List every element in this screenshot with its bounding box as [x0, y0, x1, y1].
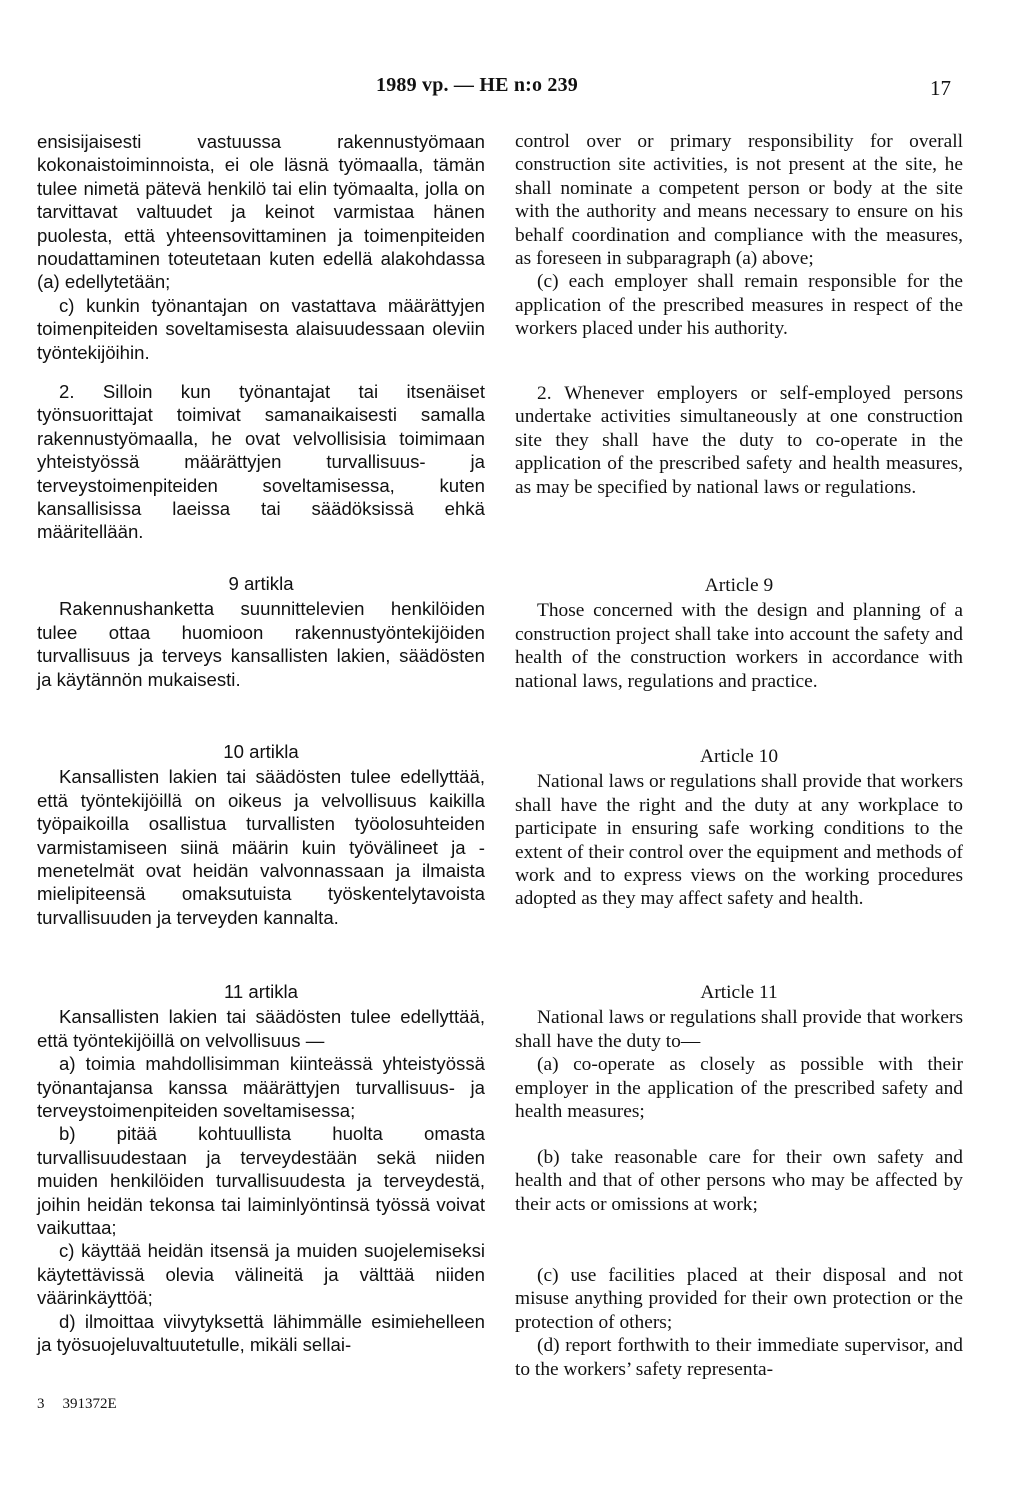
- fi-art11-d: d) ilmoittaa viivytyksettä lähimmälle esimiehelleen ja työsuojeluvaltuutetulle, mikäli sellai-: [37, 1310, 485, 1356]
- en-intro: control over or primary responsibility for overall construction site activities, is not present at the site, he shall nominate a competent person or body at the site with the authority and means necessary to ensure on his behalf coordination and compliance with the measures, as foreseen in subparagraph (a) above;: [515, 131, 963, 270]
- fi-art11-b: b) pitää kohtuullista huolta omasta turvallisuudestaan ja terveydestään sekä niiden muiden henkilöiden turvallisuudesta ja terveydestä, joihin heidän tekonsa tai laiminlyöntinsä työssä voivat vaikuttaa;: [37, 1123, 485, 1239]
- fi-art11-a: a) toimia mahdollisimman kiinteässä yhteistyössä työnantajansa kanssa määrättyjen turvallisuus- ja terveystoimenpiteiden soveltamisessa;: [37, 1053, 485, 1122]
- fi-art10-text: Kansallisten lakien tai säädösten tulee edellyttää, että työntekijöillä on oikeus ja velvollisuus kaikilla työpaikoilla osallistua turvallisten työolosuhteiden varmistamiseen siinä määrin kuin työvälineet ja -menetelmät ovat heidän valvonnassaan ja ilmaista mielipiteensä omaksutuista työskentelytavoista turvallisuuden ja terveyden kannalta.: [37, 766, 485, 928]
- en-para-2-block: [515, 382, 963, 499]
- running-header: 1989 vp. — HE n:o 239: [376, 74, 579, 96]
- fi-article-11: [37, 980, 485, 1357]
- fi-art11-title: 11 artikla: [223, 981, 299, 1002]
- fi-art9-text: Rakennushanketta suunnittelevien henkilöiden tulee ottaa huomioon rakennustyöntekijöiden turvallisuus ja terveys kansallisten lakien, säädösten ja käytännön mukaisesti.: [37, 598, 485, 690]
- en-art11-intro: National laws or regulations shall provide that workers shall have the duty to—: [515, 1007, 963, 1052]
- en-article-9: [515, 574, 963, 693]
- en-art9-text: Those concerned with the design and planning of a construction project shall take into account the safety and health of the construction workers in accordance with national laws, regulations and practice.: [515, 600, 963, 692]
- fi-article-9: [37, 572, 485, 691]
- page-number: 17: [930, 76, 951, 100]
- en-article-11-b: [515, 1146, 963, 1216]
- fi-para-2: 2. Silloin kun työnantajat tai itsenäiset työnsuorittajat toimivat samanaikaisesti samalla rakennustyömaalla, he ovat velvollisisia toimimaan yhteistyössä määrättyjen turvallisuus- ja terveystoimenpiteiden soveltamisessa, kuten kansallisissa laeissa tai säädöksissä ehkä määritellään.: [37, 381, 485, 543]
- en-art10-title: Article 10: [699, 746, 779, 767]
- en-art11-a: (a) co-operate as closely as possible with their employer in the application of the prescribed safety and health measures;: [515, 1054, 963, 1123]
- en-art10-text: National laws or regulations shall provide that workers shall have the right and the duty at any workplace to participate in ensuring safe working conditions to the extent of their control over the equipment and methods of work and to express views on the working procedures adopted as they may affect safety and health.: [515, 771, 963, 910]
- fi-art10-title: 10 artikla: [223, 741, 299, 762]
- fi-art11-intro: Kansallisten lakien tai säädösten tulee edellyttää, että työntekijöillä on velvollisuus —: [37, 1006, 485, 1051]
- footer-sheet-number: 3: [37, 1396, 45, 1412]
- fi-para-2-block: [37, 380, 485, 544]
- en-art11-b: (b) take reasonable care for their own safety and health and that of other persons who may be affected by their acts or omissions at work;: [515, 1147, 963, 1215]
- fi-article-10: [37, 740, 485, 929]
- fi-intro: ensisijaisesti vastuussa rakennustyömaan kokonaistoiminnoista, ei ole läsnä työmaalla, tämän tulee nimetä pätevä henkilö tai elin työmaalta, jolla on tarvittavat valtuudet ja keinot varmistaa hänen puolesta, että yhteensovittaminen ja toimenpiteiden noudattaminen toteutetaan kuten edellä alakohdassa (a) edellytetään;: [37, 131, 485, 293]
- en-article-11-cd: [515, 1264, 963, 1381]
- fi-item-c: c) kunkin työnantajan on vastattava määrättyjen toimenpiteiden soveltamisesta alaisuudessaan oleviin työntekijöihin.: [37, 294, 485, 363]
- footer-print-code: 391372E: [62, 1396, 117, 1412]
- en-art11-c: (c) use facilities placed at their disposal and not misuse anything provided for their own protection or the protection of others;: [515, 1265, 963, 1333]
- fi-intro-block: [37, 130, 485, 364]
- en-intro-block: [515, 130, 963, 341]
- en-art11-title: Article 11: [700, 982, 778, 1003]
- en-para-2: 2. Whenever employers or self-employed persons undertake activities simultaneously at one construction site they shall have the duty to co-operate in the application of the prescribed safety and health measures, as may be specified by national laws or regulations.: [515, 383, 963, 498]
- fi-art11-c: c) käyttää heidän itsensä ja muiden suojelemiseksi käytettävissä olevia välineitä ja välttää niiden väärinkäyttöä;: [37, 1240, 485, 1309]
- en-article-11-head: [515, 981, 963, 1123]
- en-article-10: [515, 745, 963, 911]
- print-footer: [37, 1396, 135, 1413]
- en-art9-title: Article 9: [704, 575, 774, 596]
- en-item-c: (c) each employer shall remain responsible for the application of the prescribed measures in respect of the workers placed under his authority.: [515, 271, 963, 340]
- en-art11-d: (d) report forthwith to their immediate supervisor, and to the workers’ safety representa-: [515, 1335, 963, 1380]
- fi-art9-title: 9 artikla: [228, 573, 294, 594]
